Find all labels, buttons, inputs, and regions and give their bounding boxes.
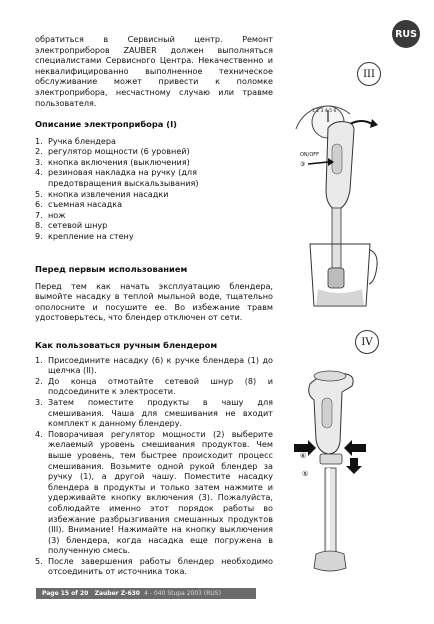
page-footer xyxy=(36,588,256,599)
figure-4-illustration xyxy=(292,358,412,583)
list-item: 2. регулятор мощности (6 уровней) xyxy=(35,146,190,157)
list-item: 1. Присоедините насадку (6) к ручке блендера (1) до щелчка (II). xyxy=(35,354,273,376)
language-badge: RUS xyxy=(392,20,420,48)
dial-marks: 1 2 3 4 5 6 xyxy=(312,109,337,114)
model-name: Zauber Z-630 xyxy=(94,590,140,597)
intro-paragraph: обратиться в Сервисный центр. Ремонт электроприборов ZAUBER должен выполняться специалистами Сервисного Центра. Некачественно и неквалифицированно выполненное техническое обслуживание может привести к поломке электроприбора, несчастному случаю или травме пользователя. xyxy=(35,34,273,108)
list-item: 8. сетевой шнур xyxy=(35,220,108,231)
first-use-heading: Перед первым использованием xyxy=(35,264,188,274)
on-off-callout: ON/OFF xyxy=(300,152,320,158)
page-number: Page 15 of 20 xyxy=(42,590,89,597)
list-item: 3. кнопка включения (выключения) xyxy=(35,156,190,167)
list-item: 4. Поворачивая регулятор мощности (2) выберите желаемый уровень смешивания продуктов. Чем выше уровень, тем быстрее происходит процесс смешивания. Возьмите одной рукой блендер за ручку (1), а другой чашу. Поместите насадку блендера в продукты и только затем нажмите и удерживайте кнопку включения (3). Пожалуйста, соблюдайте именно этот порядок работы во избежание разбрызгивания смешанных продуктов (III). Внимание! Нажимайте на кнопку выключения (3) блендера, когда насадка еще погружена в полученную смесь. xyxy=(35,428,273,556)
button-3-callout: ③ xyxy=(300,161,306,168)
list-item: 5. После завершения работы блендер необходимо отсоединить от источника тока. xyxy=(35,555,273,577)
description-list xyxy=(35,136,273,242)
first-use-section xyxy=(35,264,273,323)
list-item: 1. Ручка блендера xyxy=(35,135,116,146)
first-use-paragraph: Перед тем как начать эксплуатацию блендера, вымойте насадку в теплой мыльной воде, тщательно ополосните и посушите ее. Во избежание травм удостоверьтесь, что блендер отключен от сети. xyxy=(35,280,273,323)
figure-3-label: III xyxy=(357,62,381,86)
list-item: 2. До конца отмотайте сетевой шнур (8) и подсоедините к электросети. xyxy=(35,375,273,397)
part-5-callout: ⑤ xyxy=(302,470,309,478)
list-item: 4. резиновая накладка на ручку (для предотвращения выскальзывания) xyxy=(35,167,199,188)
usage-section xyxy=(35,340,273,577)
usage-list xyxy=(35,355,273,577)
list-item: 3. Затем поместите продукты в чашу для смешивания. Чаша для смешивания не входит комплект к данному блендеру. xyxy=(35,396,273,429)
figure-4-label: IV xyxy=(355,330,379,354)
list-item: 7. нож xyxy=(35,209,66,220)
part-6-callout: ⑥ xyxy=(300,452,307,460)
usage-heading: Как пользоваться ручным блендером xyxy=(35,340,218,350)
description-section xyxy=(35,119,273,242)
list-item: 5. кнопка извлечения насадки xyxy=(35,188,169,199)
description-heading: Описание электроприбора (I) xyxy=(35,119,177,129)
footer-meta: 4 - 040 Stupa 2003 (RUS) xyxy=(144,590,221,597)
figure-3-illustration xyxy=(288,84,408,309)
list-item: 9. крепление на стену xyxy=(35,230,134,241)
list-item: 6. съемная насадка xyxy=(35,199,123,210)
